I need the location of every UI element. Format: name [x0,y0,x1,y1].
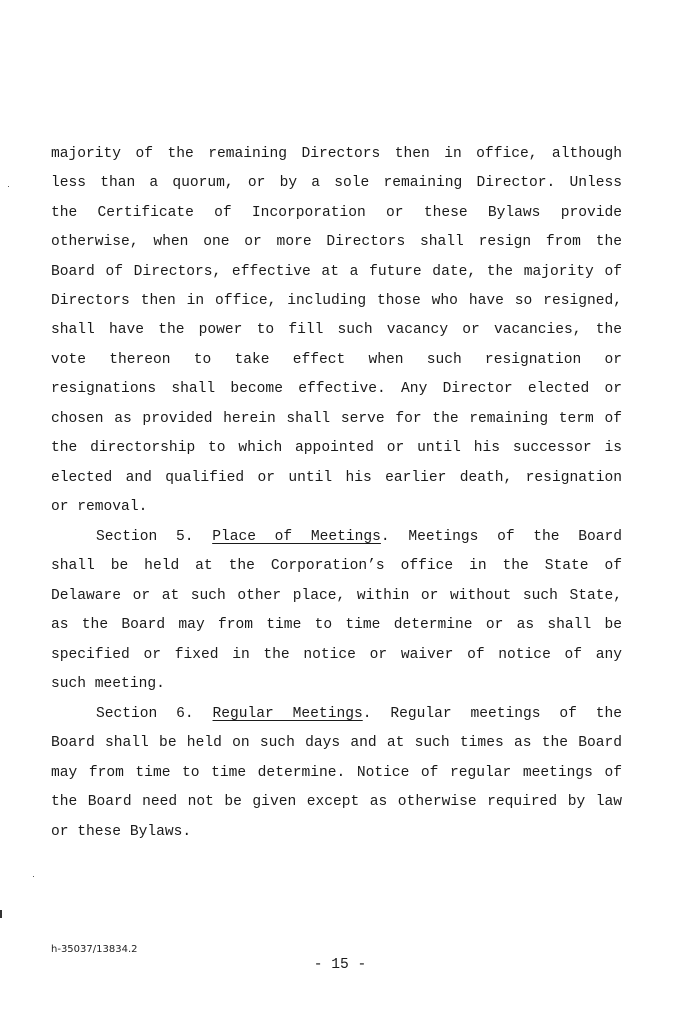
body-line: elected and qualified or until his earlier death, resignation [51,470,622,486]
section-6-heading-line [96,704,622,724]
body-line: the Certificate of Incorporation or these Bylaws provide [51,205,622,221]
section-5-heading-line [96,527,622,547]
section-6-label: Section 6. [96,706,194,722]
body-line: as the Board may from time to time determine or as shall be [51,617,622,633]
body-line: shall be held at the Corporation’s office in the State of [51,558,622,574]
body-line: Board of Directors, effective at a future date, the majority of [51,264,622,280]
section-5-label: Section 5. [96,529,194,545]
body-line: otherwise, when one or more Directors shall resign from the [51,234,622,250]
body-line: vote thereon to take effect when such resignation or [51,352,622,368]
body-line: such meeting. [51,676,165,692]
section-5-title: Place of Meetings [212,529,381,545]
section-5-heading-rest: . Meetings of the Board [380,529,622,545]
body-line: Directors then in office, including those who have so resigned, [51,293,622,309]
body-line: or these Bylaws. [51,824,192,840]
document-reference-code: h-35037/13834.2 [51,944,138,955]
scan-speck [8,186,9,187]
body-line: resignations shall become effective. Any Director elected or [51,381,622,397]
body-line: specified or fixed in the notice or waiver of notice of any [51,647,622,663]
section-6-title: Regular Meetings [212,706,363,722]
body-line: the directorship to which appointed or until his successor is [51,440,622,456]
body-line: majority of the remaining Directors then in office, although [51,146,622,162]
body-line: Board shall be held on such days and at such times as the Board [51,735,622,751]
body-line: the Board need not be given except as otherwise required by law [51,794,622,810]
body-line: shall have the power to fill such vacancy or vacancies, the [51,322,622,338]
scan-speck [33,876,34,877]
section-6-heading-rest: . Regular meetings of the [362,706,623,722]
scan-edge-mark [0,910,2,918]
page-number: - 15 - [313,957,367,973]
body-line: chosen as provided herein shall serve for the remaining term of [51,411,622,427]
body-line: may from time to time determine. Notice of regular meetings of [51,765,622,781]
body-line: Delaware or at such other place, within or without such State, [51,588,622,604]
body-line: or removal. [51,499,148,515]
body-line: less than a quorum, or by a sole remaining Director. Unless [51,175,622,191]
